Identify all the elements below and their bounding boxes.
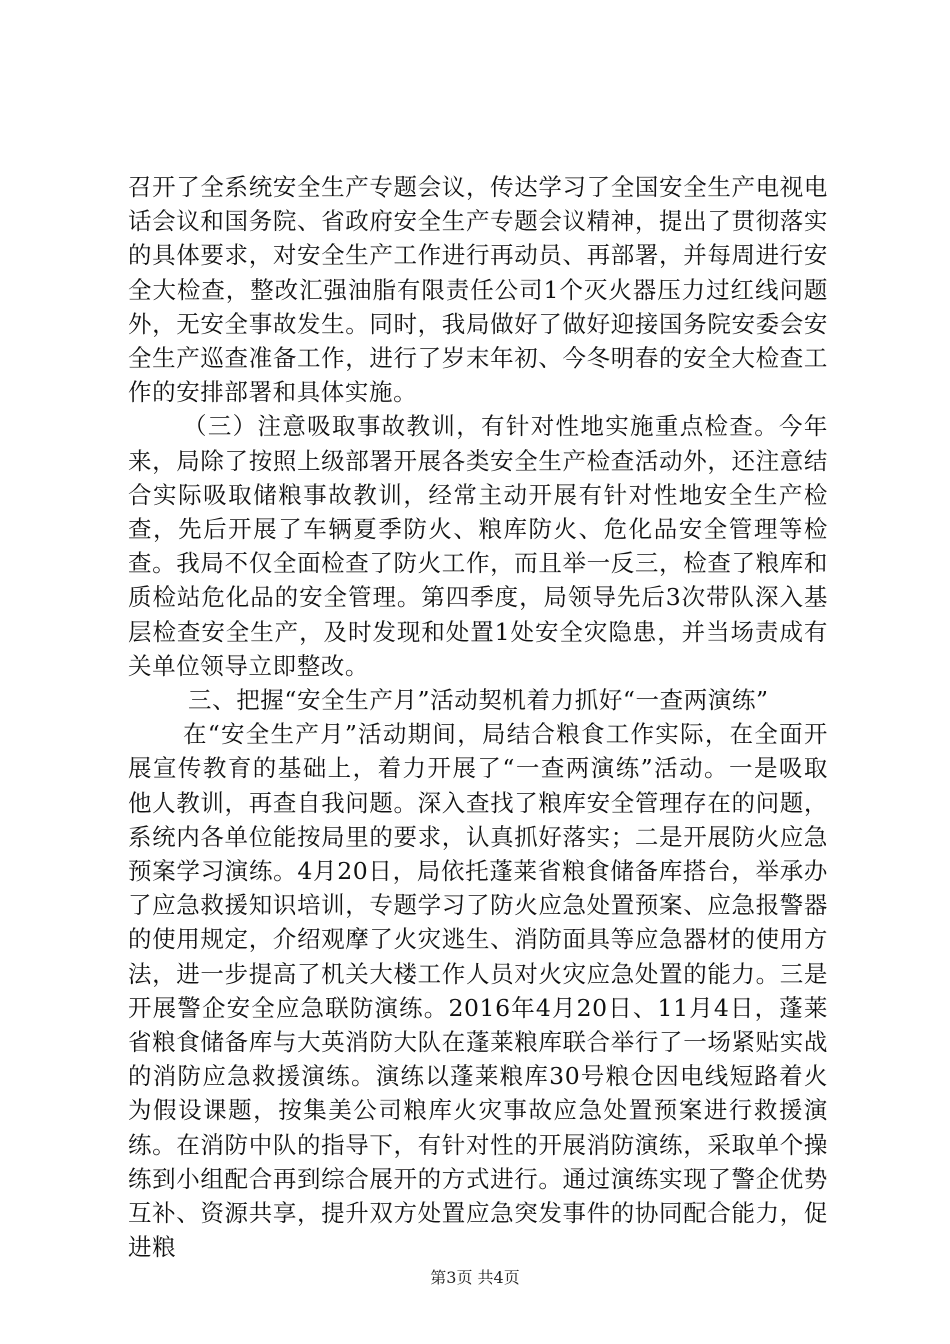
paragraph-safety-meeting: 召开了全系统安全生产专题会议，传达学习了全国安全生产电视电话会议和国务院、省政府安全生产专题会议精神，提出了贯彻落实的具体要求，对安全生产工作进行再动员、再部署，并每周进行安全大检查，整改汇强油脂有限责任公司1个灭火器压力过红线问题外，无安全事故发生。同时，我局做好了做好迎接国务院安委会安全生产巡查准备工作，进行了岁末年初、今冬明春的安全大检查工作的安排部署和具体实施。 (128, 173, 828, 407)
paragraph-drills: 在“安全生产月”活动期间，局结合粮食工作实际，在全面开展宣传教育的基础上，着力开展了“一查两演练”活动。一是吸取他人教训，再查自我问题。深入查找了粮库安全管理存在的问题，系统内各单位能按局里的要求，认真抓好落实；二是开展防火应急预案学习演练。4月20日，局依托蓬莱省粮食储备库搭台，举承办了应急救援知识培训，专题学习了防火应急处置预案、应急报警器的使用规定，介绍观摩了火灾逃生、消防面具等应急器材的使用方法，进一步提高了机关大楼工作人员对火灾应急处置的能力。三是开展警企安全应急联防演练。2016年4月20日、11月4日，蓬莱省粮食储备库与大英消防大队在蓬莱粮库联合举行了一场紧贴实战的消防应急救援演练。演练以蓬莱粮库30号粮仓因电线短路着火为假设课题，按集美公司粮库火灾事故应急处置预案进行救援演练。在消防中队的指导下，有针对性的开展消防演练，采取单个操练到小组配合再到综合展开的方式进行。通过演练实现了警企优势互补、资源共享，提升双方处置应急突发事件的协同配合能力，促进粮 (128, 720, 828, 1262)
document-body (128, 170, 828, 1265)
paragraph-accident-lessons: （三）注意吸取事故教训，有针对性地实施重点检查。今年来，局除了按照上级部署开展各类安全生产检查活动外，还注意结合实际吸取储粮事故教训，经常主动开展有针对性地安全生产检查，先后开展了车辆夏季防火、粮库防火、危化品安全管理等检查。我局不仅全面检查了防火工作，而且举一反三，检查了粮库和质检站危化品的安全管理。第四季度，局领导先后3次带队深入基层检查安全生产，及时发现和处置1处安全灾隐患，并当场责成有关单位领导立即整改。 (128, 412, 828, 680)
page-footer: 第3页 共4页 (430, 1268, 520, 1287)
section-heading-safety-month: 三、把握“安全生产月”活动契机着力抓好“一查两演练” (188, 686, 769, 715)
